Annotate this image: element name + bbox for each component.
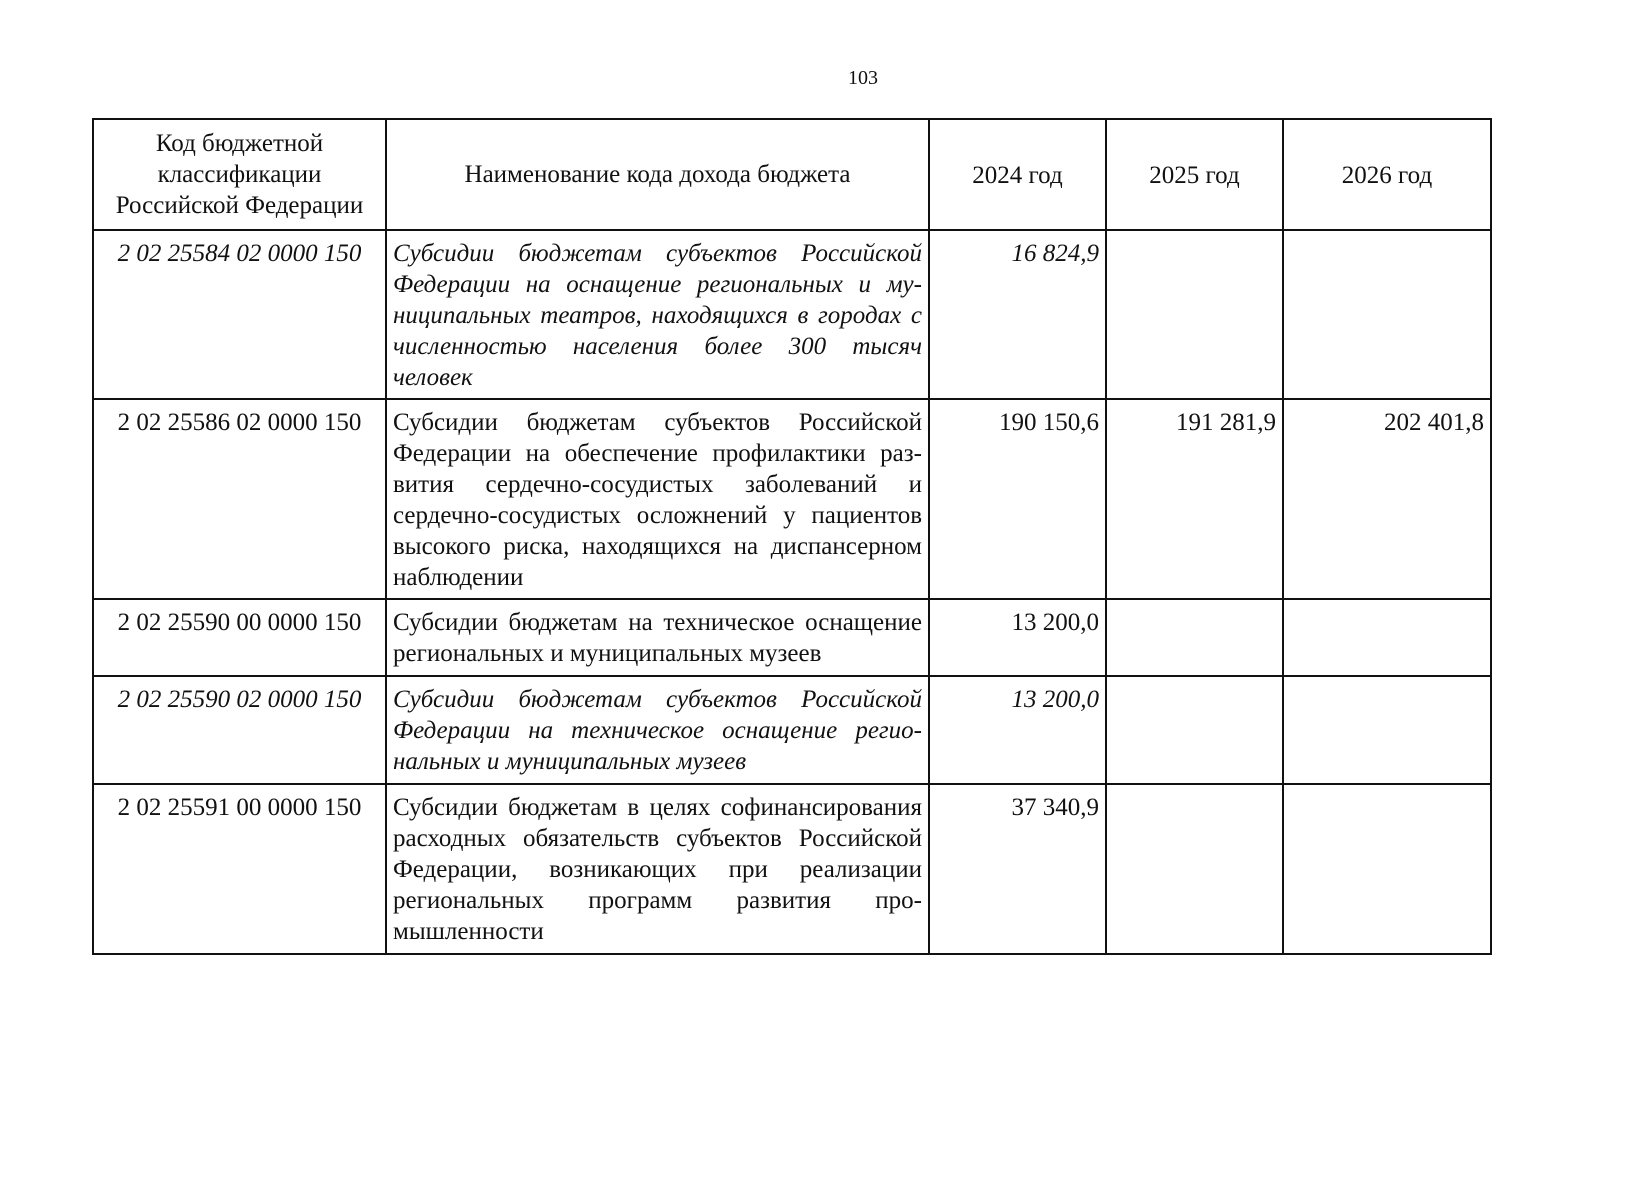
row-amount-2026 — [1283, 599, 1491, 676]
table-row — [93, 399, 1491, 599]
row-amount-2025 — [1106, 784, 1283, 954]
row-code: 2 02 25591 00 0000 150 — [93, 784, 386, 954]
page-number: 103 — [848, 67, 878, 89]
row-name: Субсидии бюджетам субъектов Российской Федерации на обеспечение профилактики развития сердечно-сосудистых заболеваний и сердечно-сосудистых осложнений у пациентов высокого риска, находящихся на диспансерном наблюдении — [386, 399, 929, 599]
row-name: Субсидии бюджетам субъектов Российской Федерации на оснащение региональных и муниципальных театров, находящихся в городах с численностью населения более 300 тысяч человек — [386, 230, 929, 399]
row-code: 2 02 25590 00 0000 150 — [93, 599, 386, 676]
row-amount-2024: 13 200,0 — [929, 676, 1106, 784]
row-amount-2024: 16 824,9 — [929, 230, 1106, 399]
row-amount-2024: 37 340,9 — [929, 784, 1106, 954]
budget-income-table — [92, 118, 1492, 955]
header-code: Код бюджетной классификации Российской Федерации — [93, 119, 386, 230]
row-name: Субсидии бюджетам субъектов Российской Федерации на техническое оснащение региональных и муниципальных музеев — [386, 676, 929, 784]
header-2024: 2024 год — [929, 119, 1106, 230]
header-name: Наименование кода дохода бюджета — [386, 119, 929, 230]
row-amount-2024: 13 200,0 — [929, 599, 1106, 676]
row-code: 2 02 25584 02 0000 150 — [93, 230, 386, 399]
row-amount-2025: 191 281,9 — [1106, 399, 1283, 599]
row-amount-2025 — [1106, 230, 1283, 399]
row-amount-2026: 202 401,8 — [1283, 399, 1491, 599]
row-code: 2 02 25586 02 0000 150 — [93, 399, 386, 599]
row-amount-2025 — [1106, 599, 1283, 676]
row-name: Субсидии бюджетам на техническое оснащение региональных и муниципальных музеев — [386, 599, 929, 676]
row-amount-2026 — [1283, 676, 1491, 784]
table-row — [93, 230, 1491, 399]
table-row — [93, 599, 1491, 676]
row-code: 2 02 25590 02 0000 150 — [93, 676, 386, 784]
table-row — [93, 784, 1491, 954]
header-2026: 2026 год — [1283, 119, 1491, 230]
row-amount-2026 — [1283, 784, 1491, 954]
row-amount-2026 — [1283, 230, 1491, 399]
table-row — [93, 676, 1491, 784]
row-amount-2025 — [1106, 676, 1283, 784]
row-name: Субсидии бюджетам в целях софинансирования расходных обязательств субъектов Российской Федерации, возникающих при реализации региональных программ развития промышленности — [386, 784, 929, 954]
row-amount-2024: 190 150,6 — [929, 399, 1106, 599]
header-2025: 2025 год — [1106, 119, 1283, 230]
table-header-row — [93, 119, 1491, 230]
